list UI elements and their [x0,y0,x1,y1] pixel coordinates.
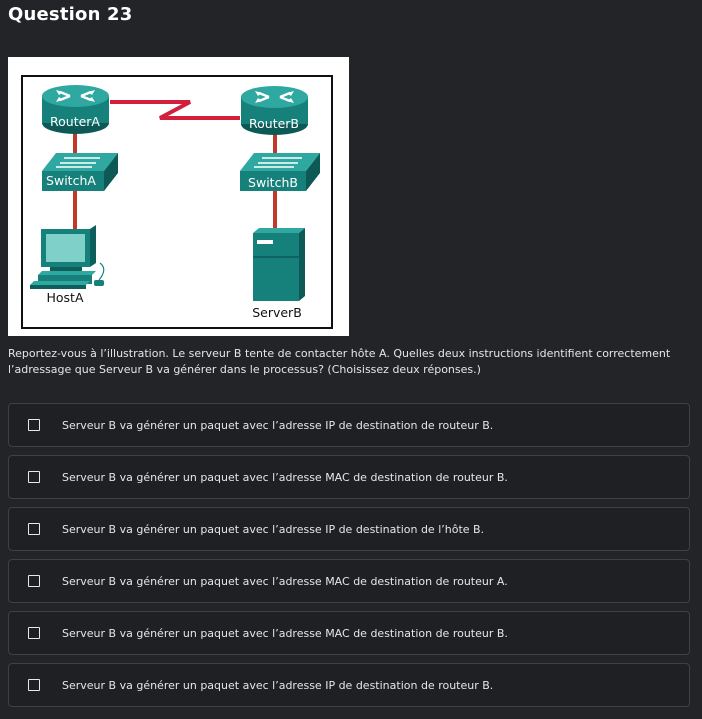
switch-a-label: SwitchA [46,173,96,188]
checkbox[interactable] [28,575,40,587]
checkbox[interactable] [28,679,40,691]
checkbox[interactable] [28,523,40,535]
answer-option-label: Serveur B va générer un paquet avec l’adresse MAC de destination de routeur B. [62,626,508,640]
answer-option-label: Serveur B va générer un paquet avec l’adresse IP de destination de l’hôte B. [62,522,485,536]
network-diagram [8,57,349,336]
answer-option-label: Serveur B va générer un paquet avec l’adresse IP de destination de routeur B. [62,418,494,432]
host-a-label: HostA [46,290,84,305]
answer-option[interactable] [8,403,690,447]
answer-option-label: Serveur B va générer un paquet avec l’adresse MAC de destination de routeur B. [62,470,508,484]
checkbox[interactable] [28,627,40,639]
server-b-icon [253,228,305,301]
answer-options [8,403,690,715]
answer-option-label: Serveur B va générer un paquet avec l’adresse MAC de destination de routeur A. [62,574,508,588]
router-a-label: RouterA [50,114,100,129]
question-title: Question 23 [8,4,133,25]
network-diagram-svg [8,57,349,336]
switch-b-label: SwitchB [248,175,298,190]
answer-option-label: Serveur B va générer un paquet avec l’adresse IP de destination de routeur B. [62,678,494,692]
checkbox[interactable] [28,471,40,483]
answer-option[interactable] [8,611,690,655]
answer-option[interactable] [8,507,690,551]
question-prompt: Reportez-vous à l’illustration. Le serveur B tente de contacter hôte A. Quelles deux instructions identifient correctement l’adressage que Serveur B va générer dans le processus? (Choisissez deux réponses.) [8,347,671,376]
server-b-label: ServerB [252,305,302,320]
answer-option[interactable] [8,559,690,603]
checkbox[interactable] [28,419,40,431]
answer-option[interactable] [8,663,690,707]
answer-option[interactable] [8,455,690,499]
router-b-label: RouterB [249,116,299,131]
